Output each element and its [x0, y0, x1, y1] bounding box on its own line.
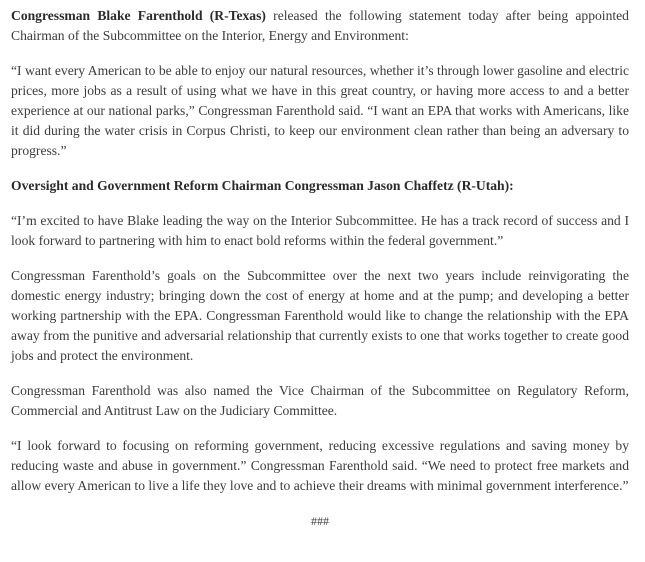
closing-quote-paragraph: “I look forward to focusing on reforming government, reducing excessive regulations and saving money by reducing waste and abuse in government.” Congressman Farenthold said. “We need to protect free markets and allow every American to live a life they love and to achieve their dreams with minimal government interference.”	[11, 438, 629, 493]
end-mark: ###	[311, 514, 329, 528]
farenthold-quote-paragraph: “I want every American to be able to enjoy our natural resources, whether it’s through lower gasoline and electric prices, more jobs as a result of using what we have in this great country, or having more access to and a better experience at our national parks,” Congressman Farenthold said. “I want an EPA that works with Americans, like it did during the water crisis in Corpus Christi, to keep our environment clean rather than being an adversary to progress.”	[11, 63, 629, 158]
goals-paragraph: Congressman Farenthold’s goals on the Subcommittee over the next two years include reinvigorating the domestic energy industry; bringing down the cost of energy at home and at the pump; and developing a better working partnership with the EPA. Congressman Farenthold would like to change the relationship with the EPA away from the punitive and adversarial relationship that currently exists to one that works together to create good jobs and protect the environment.	[11, 268, 629, 363]
chaffetz-quote-paragraph: “I’m excited to have Blake leading the way on the Interior Subcommittee. He has a track record of success and I look forward to partnering with him to enact bold reforms within the federal government.”	[11, 213, 629, 248]
press-release-body	[11, 6, 629, 531]
intro-text: released the following statement today after being appointed Chairman of the Subcommittee on the Interior, Energy and Environment:	[11, 8, 629, 43]
vice-chairman-paragraph: Congressman Farenthold was also named the Vice Chairman of the Subcommittee on Regulatory Reform, Commercial and Antitrust Law on the Judiciary Committee.	[11, 383, 629, 418]
congressman-name: Congressman Blake Farenthold (R-Texas)	[11, 8, 266, 23]
intro-paragraph	[11, 6, 629, 46]
chaffetz-heading: Oversight and Government Reform Chairman Congressman Jason Chaffetz (R-Utah):	[11, 178, 514, 193]
